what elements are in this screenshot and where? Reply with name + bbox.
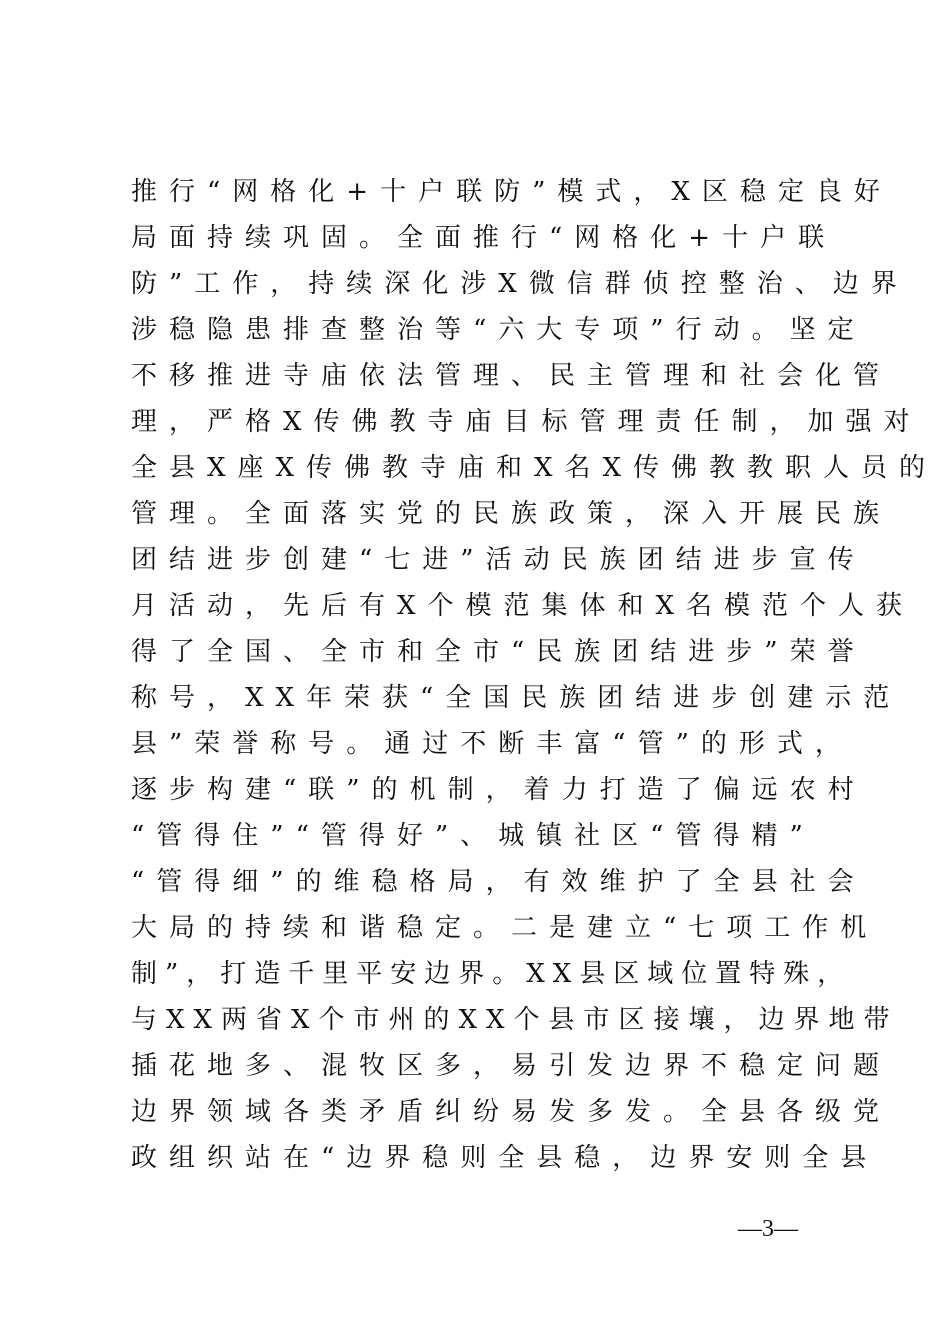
- text-line: 得了全国、全市和全市“民族团结进步”荣誉: [131, 637, 866, 667]
- text-line: 涉稳隐患排查整治等“六大专项”行动。坚定: [131, 315, 866, 345]
- text-line: 全县X座X传佛教寺庙和X名X传佛教教职人员的: [131, 453, 938, 483]
- page-number: —3—: [738, 1216, 798, 1242]
- text-line: 局面持续巩固。全面推行“网格化+十户联: [131, 223, 837, 253]
- text-line: 边界领域各类矛盾纠纷易发多发。全县各级党: [131, 1097, 892, 1127]
- text-line: 大局的持续和谐稳定。二是建立“七项工作机: [131, 913, 879, 943]
- text-line: 逐步构建“联”的机制，着力打造了偏远农村: [131, 775, 866, 805]
- text-line: 管理。全面落实党的民族政策，深入开展民族: [131, 499, 892, 529]
- text-line: 防”工作，持续深化涉X微信群侦控整治、边界: [131, 269, 909, 299]
- text-line: 制”，打造千里平安边界。XX县区域位置特殊，: [131, 959, 852, 989]
- text-line: “管得住”“管得好”、城镇社区“管得精”: [131, 821, 815, 851]
- text-line: 与XX两省X个市州的XX个县市区接壤，边界地带: [131, 1005, 899, 1035]
- text-line: 政组织站在“边界稳则全县稳，边界安则全县: [131, 1143, 879, 1173]
- text-line: 月活动，先后有X个模范集体和X名模范个人获: [131, 591, 915, 621]
- body-text: [131, 169, 938, 1181]
- text-line: 称号，XX年荣获“全国民族团结进步创建示范: [131, 683, 902, 713]
- text-line: 不移推进寺庙依法管理、民主管理和社会化管: [131, 361, 892, 391]
- text-line: 推行“网格化+十户联防”模式，X区稳定良好: [131, 177, 892, 207]
- text-line: “管得细”的维稳格局，有效维护了全县社会: [131, 867, 866, 897]
- text-line: 插花地多、混牧区多，易引发边界不稳定问题: [131, 1051, 892, 1081]
- text-line: 团结进步创建“七进”活动民族团结进步宣传: [131, 545, 866, 575]
- text-line: 理，严格X传佛教寺庙目标管理责任制，加强对: [131, 407, 922, 437]
- text-line: 县”荣誉称号。通过不断丰富“管”的形式，: [131, 729, 853, 759]
